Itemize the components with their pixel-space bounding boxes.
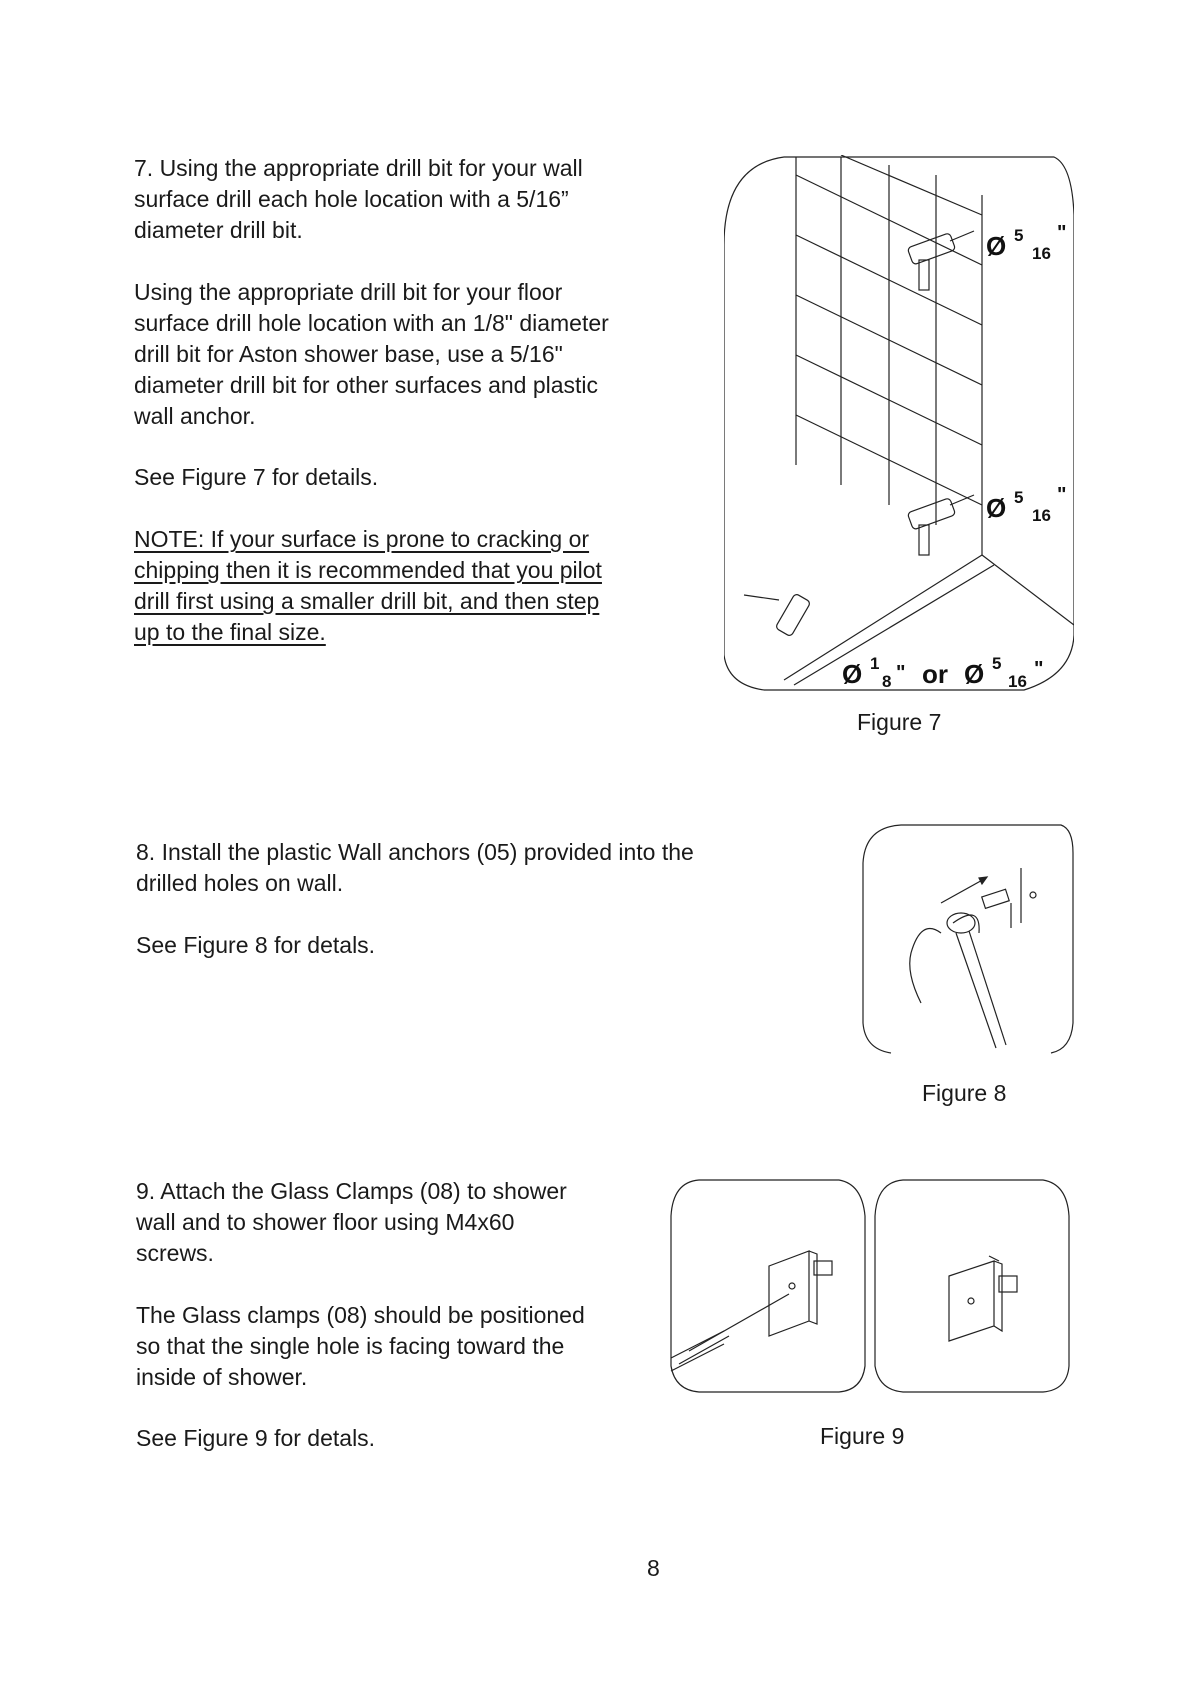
- text-line: chipping then it is recommended that you pilot: [134, 557, 602, 583]
- text-line: surface drill each hole location with a 5/16”: [134, 186, 569, 212]
- step7-paragraph-2: [134, 277, 609, 432]
- step7-paragraph-1: [134, 153, 583, 246]
- fig7-label-top-num: 5: [1014, 226, 1024, 245]
- text-line: wall anchor.: [134, 403, 256, 429]
- fig7-label-bottom-den-2: 16: [1008, 672, 1027, 691]
- text-line: drilled holes on wall.: [136, 870, 344, 896]
- step7-see-figure: See Figure 7 for details.: [134, 464, 379, 490]
- text-line: up to the final size.: [134, 619, 326, 645]
- step9-paragraph-2: [136, 1300, 585, 1393]
- text-line: so that the single hole is facing toward the: [136, 1333, 565, 1359]
- fig7-label-bottom-num-1: 1: [870, 654, 880, 673]
- text-line: screws.: [136, 1240, 214, 1266]
- fig7-label-bottom-diam: Ø: [842, 659, 863, 689]
- text-line: inside of shower.: [136, 1364, 308, 1390]
- fig7-label-top-diam: Ø: [986, 231, 1007, 261]
- fig7-label-mid-diam: Ø: [986, 493, 1007, 523]
- text-line: drill bit for Aston shower base, use a 5/16": [134, 341, 563, 367]
- text-line: Using the appropriate drill bit for your floor: [134, 279, 563, 305]
- figure-8-caption: Figure 8: [922, 1080, 1007, 1106]
- step9-see-figure: See Figure 9 for detals.: [136, 1425, 376, 1451]
- fig7-label-mid-inch: ": [1057, 484, 1067, 506]
- figure-9-caption: Figure 9: [820, 1423, 905, 1449]
- fig7-label-mid-den: 16: [1032, 506, 1051, 525]
- figure-7-wall-drilling-illustration: [724, 155, 1074, 695]
- fig7-label-bottom-den-1: 8: [882, 672, 892, 691]
- fig7-label-bottom-diam-2: Ø: [964, 659, 985, 689]
- fig7-label-top-inch: ": [1057, 222, 1067, 244]
- step8-see-figure: See Figure 8 for detals.: [136, 932, 376, 958]
- fig7-label-bottom-inch-2: ": [1034, 658, 1044, 680]
- fig7-label-mid-num: 5: [1014, 488, 1024, 507]
- text-line: diameter drill bit.: [134, 217, 303, 243]
- figure-8-anchor-hammer-illustration: [861, 823, 1075, 1055]
- text-line: wall and to shower floor using M4x60: [136, 1209, 515, 1235]
- step7-note: [134, 524, 602, 648]
- page-number: 8: [647, 1555, 660, 1581]
- text-line: The Glass clamps (08) should be positioned: [136, 1302, 585, 1328]
- fig7-label-top-den: 16: [1032, 244, 1051, 263]
- figure-9-glass-clamp-illustration: [669, 1176, 1073, 1396]
- text-line: drill first using a smaller drill bit, and then step: [134, 588, 600, 614]
- text-line: surface drill hole location with an 1/8" diameter: [134, 310, 609, 336]
- text-line: 7. Using the appropriate drill bit for your wall: [134, 155, 583, 181]
- text-line: diameter drill bit for other surfaces and plastic: [134, 372, 599, 398]
- step9-paragraph-1: [136, 1176, 567, 1269]
- fig7-label-bottom-or: or: [922, 659, 948, 689]
- text-line: NOTE: If your surface is prone to cracking or: [134, 526, 590, 552]
- fig7-label-bottom-num-2: 5: [992, 654, 1002, 673]
- text-line: 8. Install the plastic Wall anchors (05) provided into the: [136, 839, 694, 865]
- text-line: 9. Attach the Glass Clamps (08) to shower: [136, 1178, 567, 1204]
- step8-paragraph-1: [136, 837, 694, 899]
- fig7-label-bottom-inch-1: ": [896, 662, 906, 684]
- figure-7-caption: Figure 7: [857, 709, 942, 735]
